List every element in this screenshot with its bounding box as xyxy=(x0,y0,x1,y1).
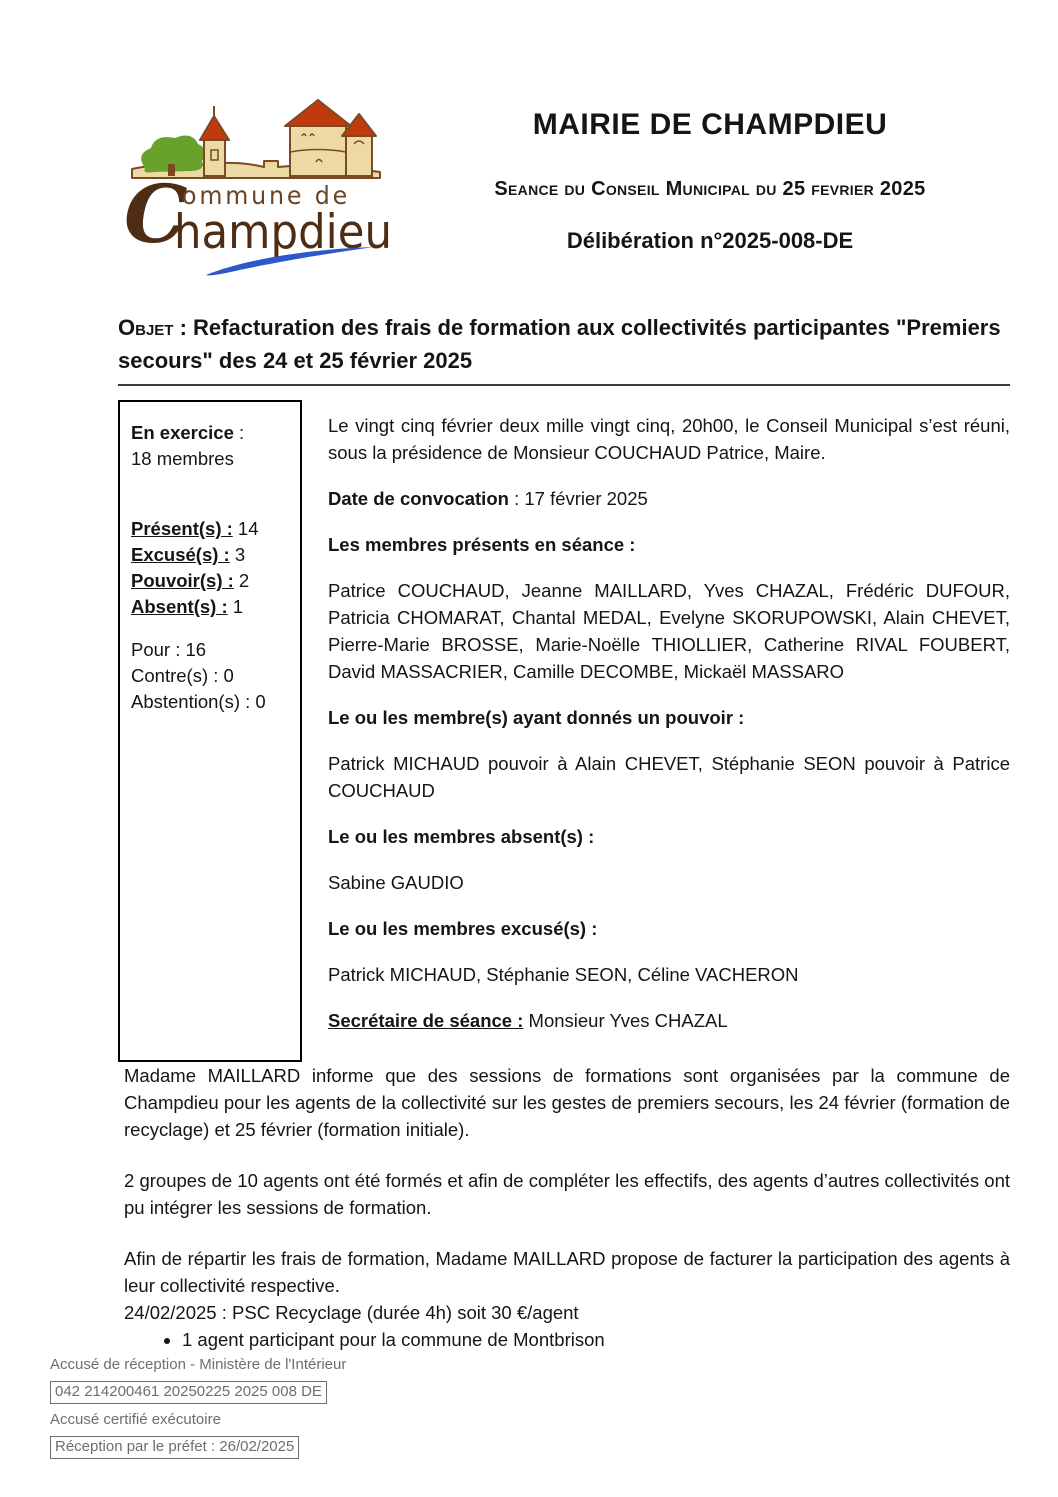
session-intro: Le vingt cinq février deux mille vingt cinq, 20h00, le Conseil Municipal s’est réuni, sous la présidence de Monsieur COUCHAUD Patrice, Maire. xyxy=(328,415,1010,463)
absent-count-value: 1 xyxy=(227,596,244,617)
body-paragraph-3: Afin de répartir les frais de formation, Madame MAILLARD propose de facturer la participation des agents à leur collectivité respective. xyxy=(124,1248,1010,1296)
convocation-label: Date de convocation xyxy=(328,488,509,509)
excused-count-label: Excusé(s) : xyxy=(131,544,230,565)
proxy-count-line xyxy=(131,568,289,594)
stamp-prefet-value: Réception par le préfet : 26/02/2025 xyxy=(50,1436,299,1459)
church-roof xyxy=(285,100,351,126)
attendance-box xyxy=(118,400,302,1062)
deliberation-body xyxy=(124,1062,1010,1353)
present-members-list: Patrice COUCHAUD, Jeanne MAILLARD, Yves CHAZAL, Frédéric DUFOUR, Patricia CHOMARAT, Chantal MEDAL, Evelyne SKORUPOWSKI, Alain CHEVET, Pierre-Marie BROSSE, Marie-Noëlle THIOLLIER, Catherine RIVAL FOUBERT, David MASSACRIER, Camille DECOMBE, Mickaël MASSARO xyxy=(328,580,1010,682)
secretary-label: Secrétaire de séance : xyxy=(328,1010,524,1031)
stamp-reference-number xyxy=(50,1381,346,1404)
small-tower-roof xyxy=(200,116,229,140)
stamp-reference-value: 042 214200461 20250225 2025 008 DE xyxy=(50,1381,327,1404)
present-members-heading: Les membres présents en séance : xyxy=(328,534,636,555)
absent-members-heading: Le ou les membres absent(s) : xyxy=(328,826,595,847)
subject-text: Refacturation des frais de formation aux collectivités participantes "Premiers secours" des 24 et 25 février 2025 xyxy=(118,315,1001,373)
deliberation-number: Délibération n°2025-008-DE xyxy=(566,228,854,253)
secretary-line xyxy=(328,1007,1010,1034)
document-header xyxy=(420,108,1000,254)
en-exercice-label: En exercice xyxy=(131,422,234,443)
small-tower xyxy=(204,138,225,176)
spacer xyxy=(131,620,289,637)
excused-count-value: 3 xyxy=(229,544,246,565)
participants-list xyxy=(124,1326,1010,1353)
en-exercice-value: 18 membres xyxy=(131,448,234,469)
present-count-line xyxy=(131,516,289,542)
body-paragraph-4: 24/02/2025 : PSC Recyclage (durée 4h) soit 30 €/agent xyxy=(124,1302,579,1323)
logo-initial: C xyxy=(124,167,188,261)
village-illustration-icon xyxy=(118,92,400,282)
vote-against-line: Contre(s) : 0 xyxy=(131,665,234,686)
proxy-count-label: Pouvoir(s) : xyxy=(131,570,234,591)
commune-logo xyxy=(118,92,400,282)
stamp-line-reception: Accusé de réception - Ministère de l'Intérieur xyxy=(50,1356,347,1373)
en-exercice-colon: : xyxy=(233,422,245,443)
convocation-line xyxy=(328,485,1010,512)
absent-count-line xyxy=(131,594,289,620)
present-count-value: 14 xyxy=(232,518,259,539)
absent-members-list: Sabine GAUDIO xyxy=(328,872,464,893)
session-title: Seance du Conseil Municipal du 25 fevrier 2025 xyxy=(494,178,926,200)
proxy-members-list: Patrick MICHAUD pouvoir à Alain CHEVET, Stéphanie SEON pouvoir à Patrice COUCHAUD xyxy=(328,753,1010,801)
proxy-count-value: 2 xyxy=(233,570,250,591)
subject-label: Objet : xyxy=(118,315,187,340)
vote-for-line: Pour : 16 xyxy=(131,639,207,660)
prefecture-stamp xyxy=(50,1356,346,1466)
excused-count-line xyxy=(131,542,289,568)
spacer xyxy=(131,472,289,516)
present-count-label: Présent(s) : xyxy=(131,518,233,539)
body-paragraph-2: 2 groupes de 10 agents ont été formés et afin de compléter les effectifs, des agents d’autres collectivités ont pu intégrer les sessions de formation. xyxy=(124,1170,1010,1218)
session-details xyxy=(328,412,1010,1053)
page-title: MAIRIE DE CHAMPDIEU xyxy=(532,108,888,141)
subject-line xyxy=(118,311,1010,386)
logo-champdieu: hampdieu xyxy=(174,205,392,260)
excused-members-list: Patrick MICHAUD, Stéphanie SEON, Céline VACHERON xyxy=(328,964,799,985)
secretary-value: Monsieur Yves CHAZAL xyxy=(523,1010,728,1031)
vote-abstention-line: Abstention(s) : 0 xyxy=(131,691,266,712)
stamp-prefet-date xyxy=(50,1436,346,1459)
absent-count-label: Absent(s) : xyxy=(131,596,228,617)
excused-members-heading: Le ou les membres excusé(s) : xyxy=(328,918,598,939)
body-paragraph-1: Madame MAILLARD informe que des sessions de formations sont organisées par la commune de Champdieu pour les agents de la collectivité sur les gestes de premiers secours, les 24 février (formation de recyclage) et 25 février (formation initiale). xyxy=(124,1065,1010,1140)
convocation-value: : 17 février 2025 xyxy=(508,488,648,509)
list-item: • 1 agent participant pour la commune de Montbrison xyxy=(182,1326,1010,1353)
logo-commune-de: ommune de xyxy=(182,181,350,210)
stamp-line-executoire: Accusé certifié exécutoire xyxy=(50,1411,221,1428)
en-exercice-line xyxy=(131,420,289,446)
proxy-members-heading: Le ou les membre(s) ayant donnés un pouvoir : xyxy=(328,707,745,728)
